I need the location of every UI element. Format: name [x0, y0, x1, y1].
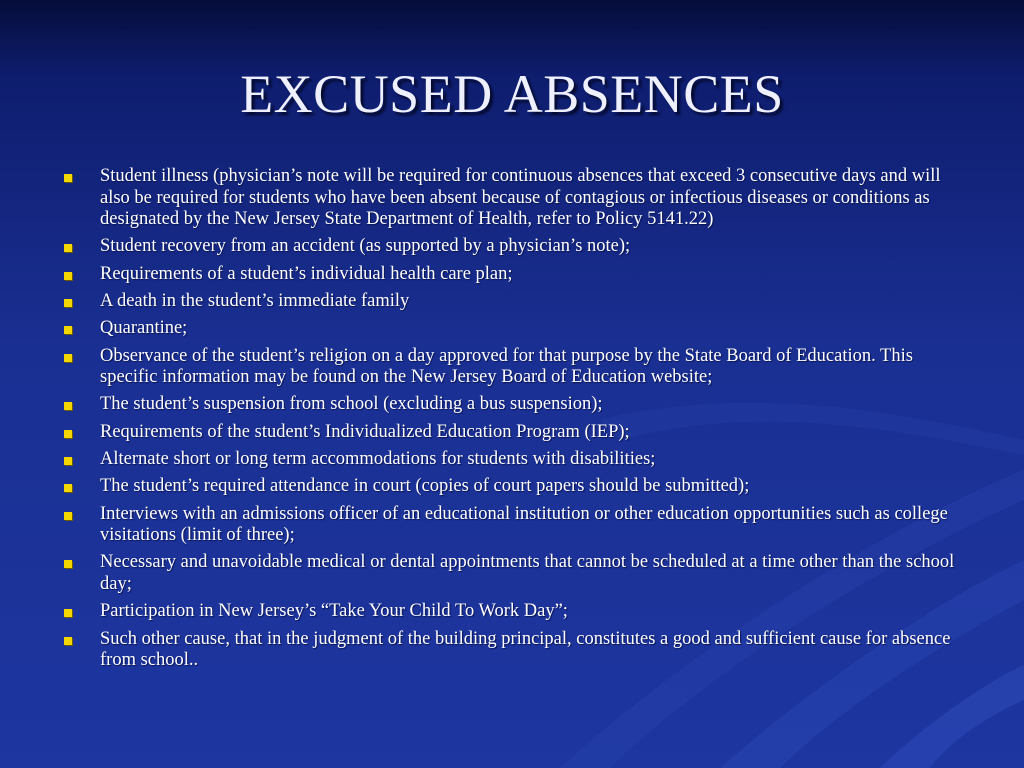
square-bullet-icon	[64, 430, 72, 438]
list-item-text: Such other cause, that in the judgment of the building principal, constitutes a good and sufficient cause for absence from school..	[100, 628, 951, 671]
square-bullet-icon	[64, 272, 72, 280]
square-bullet-icon	[64, 244, 72, 252]
square-bullet-icon	[64, 457, 72, 465]
square-bullet-icon	[64, 402, 72, 410]
list-item-text: Student illness (physician’s note will be required for continuous absences that exceed 3 consecutive days and will also be required for students who have been absent because of contagious or infectious diseases or conditions as designated by the New Jersey State Department of Health, refer to Policy 5141.22)	[100, 166, 941, 230]
list-item-text: The student’s required attendance in court (copies of court papers should be submitted);	[100, 476, 750, 497]
square-bullet-icon	[64, 299, 72, 307]
square-bullet-icon	[64, 609, 72, 617]
list-item-text: Interviews with an admissions officer of an educational institution or other education opportunities such as college visitations (limit of three);	[100, 503, 948, 546]
list-item	[62, 166, 962, 231]
square-bullet-icon	[64, 512, 72, 520]
list-item	[62, 346, 962, 389]
square-bullet-icon	[64, 326, 72, 334]
list-item-text: A death in the student’s immediate family	[100, 291, 410, 312]
list-item	[62, 236, 962, 258]
list-item	[62, 601, 962, 623]
square-bullet-icon	[64, 637, 72, 645]
absence-reasons-list	[62, 166, 962, 678]
list-item-text: Participation in New Jersey’s “Take Your Child To Work Day”;	[100, 601, 568, 622]
list-item	[62, 291, 962, 313]
list-item	[62, 476, 962, 498]
page-title: EXCUSED ABSENCES	[240, 64, 784, 124]
list-item-text: The student’s suspension from school (excluding a bus suspension);	[100, 394, 603, 415]
list-item	[62, 552, 962, 595]
list-item	[62, 394, 962, 416]
list-item-text: Student recovery from an accident (as supported by a physician’s note);	[100, 236, 631, 257]
list-item-text: Requirements of the student’s Individualized Education Program (IEP);	[100, 421, 630, 442]
list-item-text: Observance of the student’s religion on a day approved for that purpose by the State Board of Education. This specific information may be found on the New Jersey Board of Education website;	[100, 345, 913, 388]
list-item	[62, 422, 962, 444]
square-bullet-icon	[64, 484, 72, 492]
square-bullet-icon	[64, 560, 72, 568]
list-item	[62, 318, 962, 340]
square-bullet-icon	[64, 354, 72, 362]
list-item	[62, 264, 962, 286]
list-item	[62, 629, 962, 672]
list-item-text: Requirements of a student’s individual health care plan;	[100, 263, 513, 284]
list-item-text: Alternate short or long term accommodations for students with disabilities;	[100, 449, 656, 470]
list-item-text: Quarantine;	[100, 318, 188, 339]
list-item-text: Necessary and unavoidable medical or dental appointments that cannot be scheduled at a time other than the school day;	[100, 552, 955, 595]
square-bullet-icon	[64, 174, 72, 182]
list-item	[62, 449, 962, 471]
list-item	[62, 504, 962, 547]
